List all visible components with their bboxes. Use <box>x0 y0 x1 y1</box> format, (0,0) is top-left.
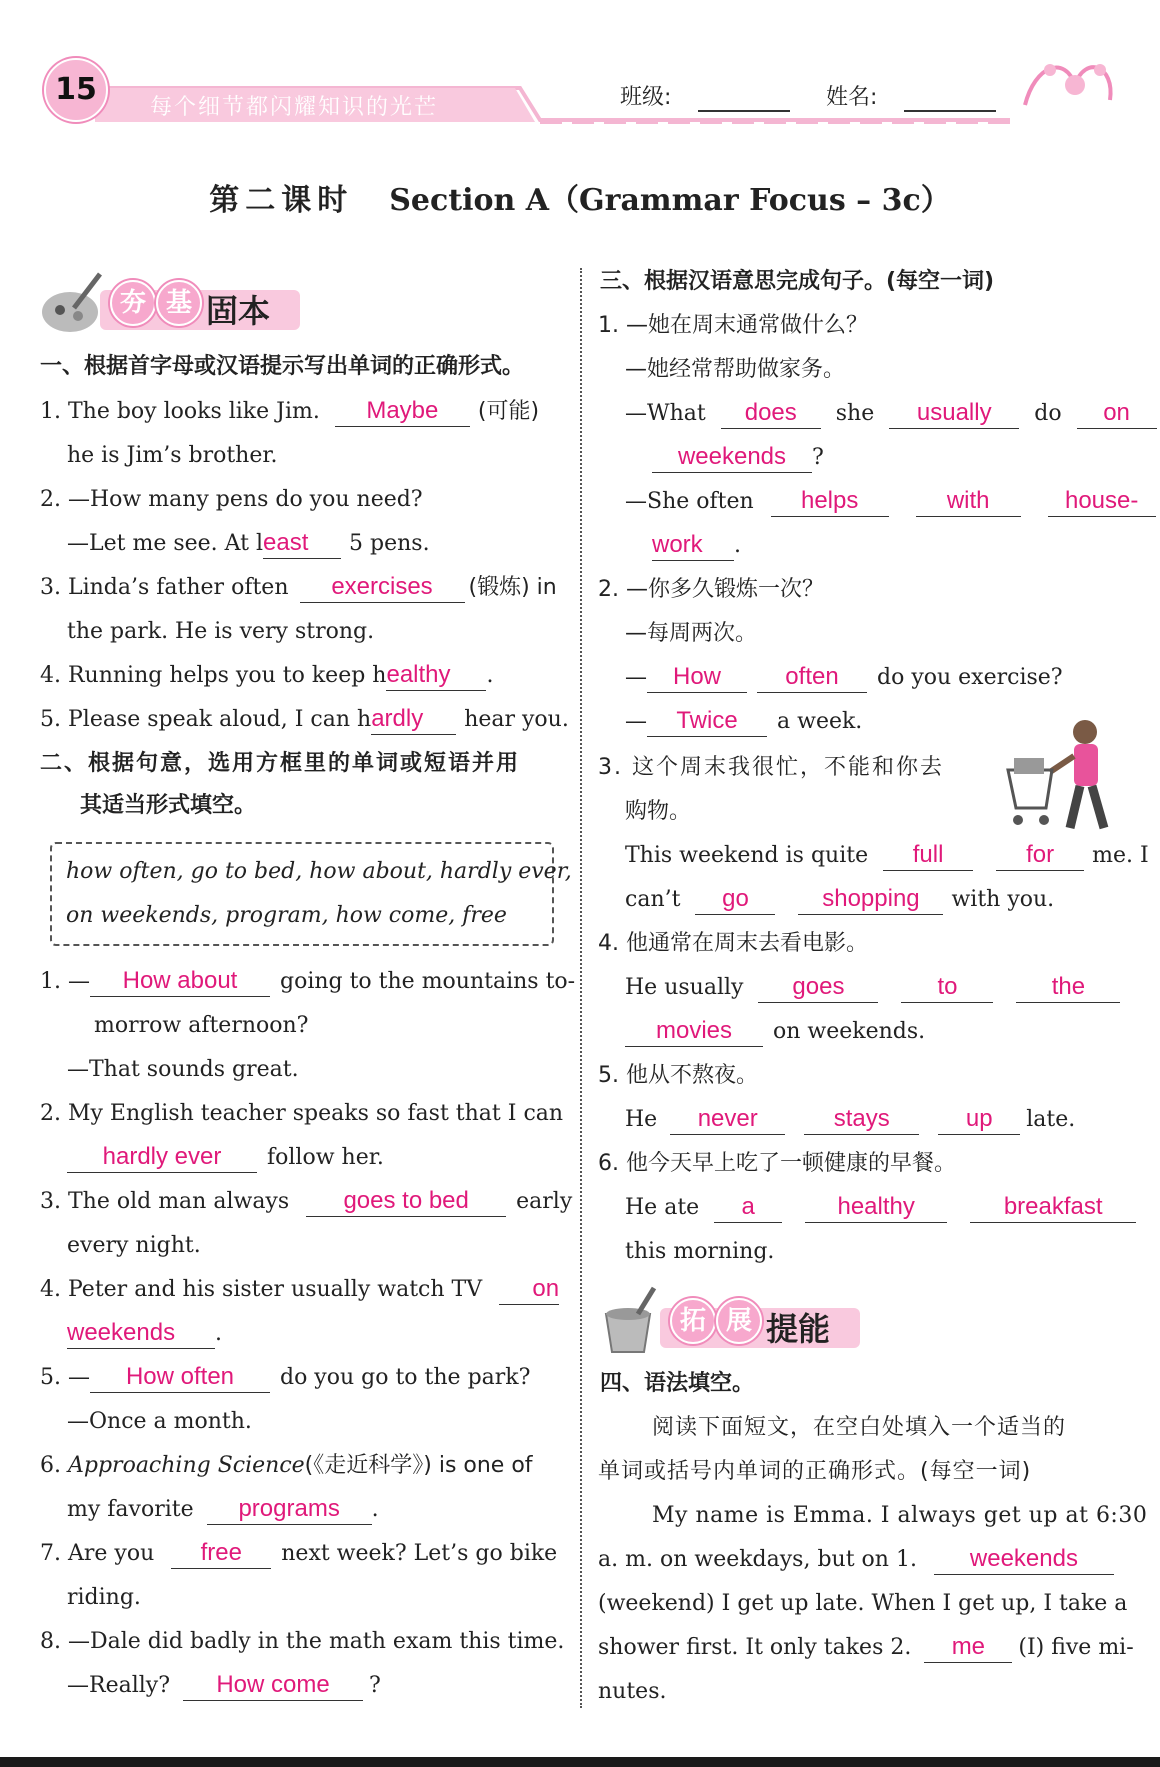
passage-answer-2[interactable]: me <box>924 1632 1012 1663</box>
p2-q2: 2. My English teacher speaks so fast that I can <box>40 1101 564 1126</box>
p2-q3-text: 3. The old man always <box>40 1189 290 1214</box>
p1-q2-text: —Let me see. At l <box>67 531 264 556</box>
p3-q1-she: she <box>835 401 875 426</box>
p3-q1-answer-8[interactable]: work <box>652 530 734 561</box>
p3-q5-answer-1[interactable]: never <box>670 1104 785 1135</box>
p2-q4 <box>40 1268 559 1312</box>
p1-q5-tail: hear you. <box>464 707 569 732</box>
p2-q7-answer[interactable]: free <box>171 1538 271 1569</box>
p3-q1-dot: . <box>734 533 741 558</box>
p2-q7-text: 7. Are you <box>40 1541 155 1566</box>
p1-q5 <box>40 698 569 742</box>
p3-q2-tail: do you exercise? <box>877 665 1063 690</box>
p1-q4-tail: . <box>486 663 494 688</box>
p3-q2-answer-2[interactable]: often <box>757 662 867 693</box>
p2-q6 <box>40 1444 533 1488</box>
p3-q1-answer-1[interactable]: does <box>721 398 821 429</box>
p2-q3-cont: every night. <box>67 1233 201 1258</box>
p1-q1-text: 1. The boy looks like Jim. <box>40 399 320 424</box>
class-label: 班级: <box>620 85 672 110</box>
p2-q6-text: (《走近科学》) is one of <box>304 1453 533 1478</box>
class-field[interactable] <box>698 110 790 112</box>
p3-q1-answer-7[interactable]: house- <box>1048 486 1156 517</box>
p3-q5-he: He <box>625 1107 658 1132</box>
p2-q1 <box>40 960 575 1004</box>
p1-q4 <box>40 654 493 698</box>
banner-text: 固本 <box>206 292 271 330</box>
part3-title: 三、根据汉语意思完成句子。(每空一词) <box>600 269 995 294</box>
p3-q6-zh: 6. 他今天早上吃了一顿健康的早餐。 <box>598 1151 956 1176</box>
p2-q8-answer[interactable]: How come <box>183 1670 363 1701</box>
p3-q1-what: —What <box>625 401 706 426</box>
p3-q4-en2 <box>625 1010 925 1054</box>
p2-q4-b <box>67 1312 222 1356</box>
p3-q2-zh1: 2. —你多久锻炼一次？ <box>598 577 824 602</box>
banner2-char-1: 拓 <box>670 1298 716 1344</box>
header <box>0 40 1160 130</box>
passage-line-3: (weekend) I get up late. When I get up, I take a <box>598 1591 1128 1616</box>
p2-q1-cont: morrow afternoon? <box>94 1013 309 1038</box>
p3-q6-answer-2[interactable]: healthy <box>805 1192 947 1223</box>
p2-q6-title: Approaching Science <box>68 1453 305 1478</box>
p3-q3-tail: me. I <box>1092 843 1149 868</box>
p3-q1-q: ? <box>812 445 824 470</box>
p2-q3-answer[interactable]: goes to bed <box>306 1186 506 1217</box>
p3-q1-zh1: 1. —她在周末通常做什么？ <box>598 313 868 338</box>
p3-q6-en2: this morning. <box>625 1239 775 1264</box>
p3-q1-answer-5[interactable]: helps <box>771 486 889 517</box>
part1-title: 一、根据首字母或汉语提示写出单词的正确形式。 <box>40 354 525 379</box>
p3-q2-en2 <box>625 700 862 744</box>
p1-q1 <box>40 390 539 434</box>
shopping-cart-person-icon <box>1000 710 1120 835</box>
p2-q5 <box>40 1356 530 1400</box>
p2-q3 <box>40 1180 572 1224</box>
page-title <box>0 175 1160 219</box>
p3-q5-zh: 5. 他从不熬夜。 <box>598 1063 758 1088</box>
passage-answer-1[interactable]: weekends <box>934 1544 1114 1575</box>
column-divider <box>580 268 582 1708</box>
p3-q4-en1 <box>625 966 1120 1010</box>
p3-q5-en <box>625 1098 1075 1142</box>
p3-q3-answer-2[interactable]: for <box>996 840 1084 871</box>
p3-q3-cant: can’t <box>625 887 681 912</box>
p3-q3-answer-3[interactable]: go <box>695 884 775 915</box>
part4-title: 四、语法填空。 <box>600 1371 755 1396</box>
p2-q6-b <box>67 1488 379 1532</box>
p2-q1-tail: going to the mountains to- <box>279 969 576 994</box>
passage-line-4 <box>598 1626 1134 1670</box>
p2-q1-answer[interactable]: How about <box>90 966 270 997</box>
banner2-char-2: 展 <box>716 1298 762 1344</box>
p3-q3-tail-2: with you. <box>951 887 1055 912</box>
p3-q4-text: He usually <box>625 975 744 1000</box>
floral-ornament-icon <box>1015 45 1125 120</box>
p2-q8-text: —Really? <box>67 1673 170 1698</box>
p1-q5-text: 5. Please speak aloud, I can h <box>40 707 372 732</box>
part4-intro-1: 阅读下面短文，在空白处填入一个适当的 <box>652 1415 1067 1440</box>
p3-q1-do: do <box>1034 401 1062 426</box>
slogan: 每个细节都闪耀知识的光芒 <box>150 95 439 120</box>
p3-q2-tail-2: a week. <box>777 709 863 734</box>
p3-q3-answer-4[interactable]: shopping <box>798 884 943 915</box>
p3-q3-text: This weekend is quite <box>625 843 869 868</box>
p3-q1-answer-3[interactable]: on <box>1077 398 1157 429</box>
p1-q3-hint: (锻炼) in <box>468 575 557 600</box>
paint-bucket-icon <box>598 1286 668 1356</box>
p3-q1-zh2: —她经常帮助做家务。 <box>625 357 846 382</box>
p3-q1-en4 <box>652 524 741 568</box>
p3-q6-answer-3[interactable]: breakfast <box>970 1192 1136 1223</box>
word-box-line-2: on weekends, program, how come, free <box>66 903 507 928</box>
p1-q3-text: 3. Linda’s father often <box>40 575 289 600</box>
passage-line-4-text: shower first. It only takes 2. <box>598 1635 912 1660</box>
p3-q5-answer-2[interactable]: stays <box>804 1104 919 1135</box>
p3-q2-zh2: —每周两次。 <box>625 621 758 646</box>
p3-q1-en1 <box>625 392 1157 436</box>
p2-q5-answer[interactable]: How often <box>90 1362 270 1393</box>
section-title: Section A（Grammar Focus – 3c） <box>389 183 951 218</box>
paint-palette-icon <box>38 268 108 338</box>
page-number-badge: 15 <box>44 58 108 122</box>
p3-q4-answer-1[interactable]: goes <box>758 972 878 1003</box>
passage-line-5: nutes. <box>598 1679 667 1704</box>
p2-q1-reply: —That sounds great. <box>67 1057 299 1082</box>
p3-q2-answer-1[interactable]: How <box>647 662 747 693</box>
bottom-bar <box>0 1757 1160 1767</box>
p2-q2-b <box>67 1136 384 1180</box>
banner2-text: 提能 <box>766 1310 831 1348</box>
part4-intro-2: 单词或括号内单词的正确形式。(每空一词) <box>598 1459 1032 1484</box>
p1-q1-cont: he is Jim’s brother. <box>67 443 278 468</box>
p2-q7-cont: riding. <box>67 1585 141 1610</box>
p2-q7-tail: next week? Let’s go bike <box>281 1541 558 1566</box>
p3-q5-tail: late. <box>1026 1107 1076 1132</box>
p3-q6-text: He ate <box>625 1195 700 1220</box>
p1-q2-tail: 5 pens. <box>349 531 430 556</box>
p1-q3-answer[interactable]: exercises <box>300 572 465 603</box>
p3-q1-answer-6[interactable]: with <box>916 486 1021 517</box>
p1-q1-hint: (可能) <box>477 399 540 424</box>
banner-char-2: 基 <box>156 280 202 326</box>
p3-q4-answer-2[interactable]: to <box>901 972 993 1003</box>
p1-q3 <box>40 566 557 610</box>
banner-foundation <box>38 268 298 338</box>
p1-q2-b <box>67 522 430 566</box>
p3-q1-en2 <box>652 436 824 480</box>
p3-q4-zh: 4. 他通常在周末去看电影。 <box>598 931 868 956</box>
p2-q6-answer[interactable]: programs <box>207 1494 372 1525</box>
p2-q8-b <box>67 1664 381 1708</box>
p3-q3-en1 <box>625 834 1149 878</box>
p1-q5-answer[interactable]: ardly <box>371 704 456 735</box>
banner-extension <box>598 1286 858 1356</box>
p2-q2-answer[interactable]: hardly ever <box>67 1142 257 1173</box>
p1-q4-answer[interactable]: ealthy <box>386 660 486 691</box>
p3-q3-zh2: 购物。 <box>625 799 692 824</box>
p2-q8: 8. —Dale did badly in the math exam this time. <box>40 1629 565 1654</box>
p3-q2-en1 <box>625 656 1063 700</box>
p1-q2: 2. —How many pens do you need? <box>40 487 423 512</box>
p3-q3-zh1: 3. 这个周末我很忙，不能和你去 <box>598 755 944 780</box>
p2-q4-text: 4. Peter and his sister usually watch TV <box>40 1277 483 1302</box>
p2-q4-tail: . <box>215 1321 222 1346</box>
p2-q5-reply: —Once a month. <box>67 1409 252 1434</box>
passage-line-1: My name is Emma. I always get up at 6:30 <box>652 1503 1148 1528</box>
p3-q3-en2 <box>625 878 1054 922</box>
word-box-line-1: how often, go to bed, how about, hardly ever, <box>66 859 572 884</box>
passage-line-2-text: a. m. on weekdays, but on 1. <box>598 1547 917 1572</box>
p1-q4-text: 4. Running helps you to keep h <box>40 663 387 688</box>
p2-q3-tail: early <box>516 1189 573 1214</box>
p3-q2-dash-2: — <box>625 709 647 734</box>
p2-q7 <box>40 1532 557 1576</box>
p3-q4-tail: on weekends. <box>773 1019 926 1044</box>
p3-q1-en3 <box>625 480 1156 524</box>
p1-q1-answer[interactable]: Maybe <box>335 396 470 427</box>
lesson-label: 第二课时 <box>209 183 354 218</box>
p3-q1-she-often: —She often <box>625 489 754 514</box>
p2-q5-tail: do you go to the park? <box>279 1365 531 1390</box>
p3-q2-dash: — <box>625 665 647 690</box>
p2-q6-tail: my favorite <box>67 1497 194 1522</box>
p3-q3-answer-1[interactable]: full <box>883 840 973 871</box>
banner-char-1: 夯 <box>110 280 156 326</box>
p3-q4-answer-4[interactable]: movies <box>625 1016 763 1047</box>
part2-title-2: 其适当形式填空。 <box>80 793 257 818</box>
p2-q4-answer-1[interactable]: on <box>499 1274 559 1305</box>
word-box <box>50 842 572 946</box>
p3-q2-answer-3[interactable]: Twice <box>647 706 767 737</box>
p2-q6-dot: . <box>371 1497 379 1522</box>
passage-line-2 <box>598 1538 1114 1582</box>
p1-q2-answer[interactable]: east <box>263 528 341 559</box>
part2-title: 二、根据句意，选用方框里的单词或短语并用 <box>40 751 521 776</box>
p3-q1-answer-4[interactable]: weekends <box>652 442 812 473</box>
p2-q1-text: 1. — <box>40 969 90 994</box>
p1-q3-cont: the park. He is very strong. <box>67 619 375 644</box>
p3-q6-en <box>625 1186 1136 1230</box>
p2-q8-tail: ? <box>369 1673 381 1698</box>
name-label: 姓名: <box>826 85 878 110</box>
p3-q6-answer-1[interactable]: a <box>714 1192 782 1223</box>
p3-q5-answer-3[interactable]: up <box>938 1104 1020 1135</box>
p2-q5-text: 5. — <box>40 1365 90 1390</box>
p2-q6-num: 6. <box>40 1453 61 1478</box>
name-field[interactable] <box>904 110 996 112</box>
p2-q2-tail: follow her. <box>267 1145 384 1170</box>
passage-line-4-tail: (I) five mi- <box>1018 1635 1134 1660</box>
p2-q4-answer-2[interactable]: weekends <box>67 1318 215 1349</box>
p3-q1-answer-2[interactable]: usually <box>889 398 1019 429</box>
p3-q4-answer-3[interactable]: the <box>1016 972 1120 1003</box>
